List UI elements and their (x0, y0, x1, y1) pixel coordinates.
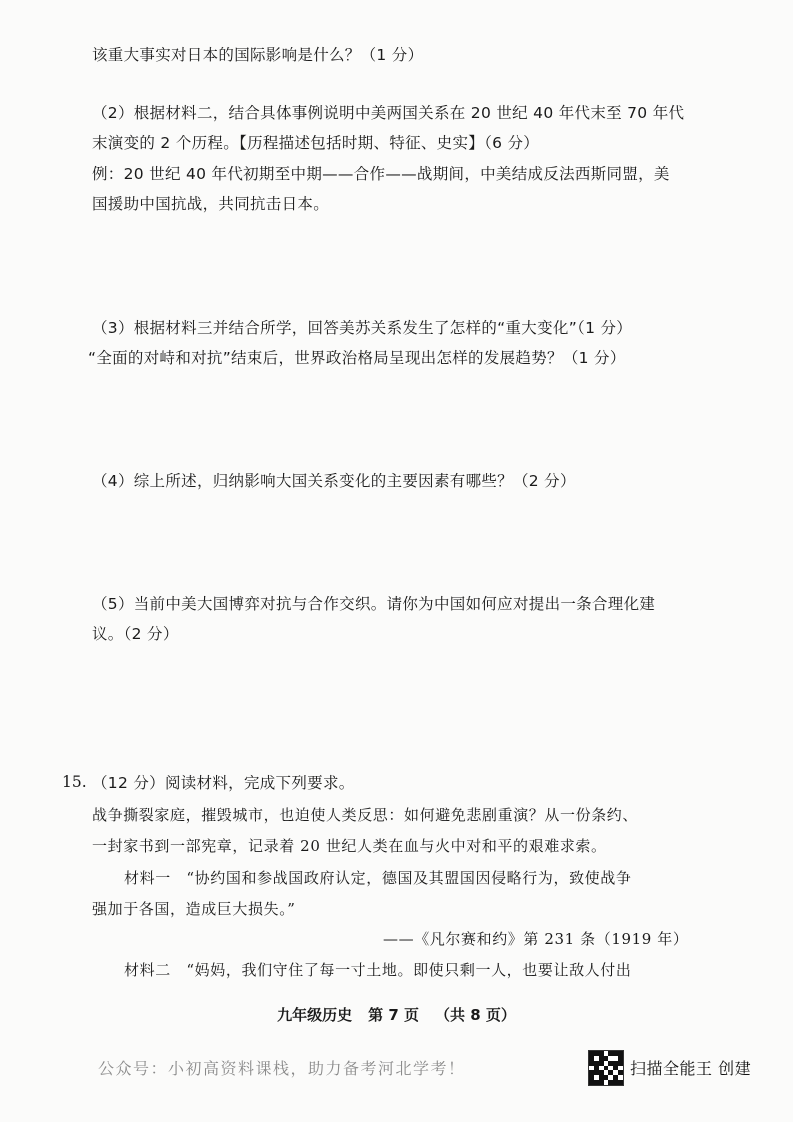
q15-heading: （12 分）阅读材料，完成下列要求。 (92, 774, 355, 792)
q5-text-line-2: 议。（2 分） (92, 625, 179, 643)
footer-page: 第 7 页 (368, 1006, 419, 1024)
footer-subject: 九年级历史 (277, 1006, 353, 1024)
footer-total: （共 8 页） (435, 1006, 516, 1024)
q5-text-line-1: （5）当前中美大国博弈对抗与合作交织。请你为中国如何应对提出一条合理化建 (92, 595, 656, 613)
q1-tail-text: 该重大事实对日本的国际影响是什么？（1 分） (92, 46, 424, 64)
q3-text-line-1: （3）根据材料三并结合所学，回答美苏关系发生了怎样的“重大变化”（1 分） (92, 319, 633, 337)
q2-text-line-1: （2）根据材料二，结合具体事例说明中美两国关系在 20 世纪 40 年代末至 70 年代 (92, 104, 685, 122)
material-1-source: ——《凡尔赛和约》第 231 条（1919 年） (383, 930, 689, 948)
q15-intro-line-1: 战争撕裂家庭，摧毁城市，也迫使人类反思：如何避免悲剧重演？从一份条约、 (92, 806, 639, 824)
q15-intro-line-2: 一封家书到一部宪章，记录着 20 世纪人类在血与火中对和平的艰难求索。 (92, 837, 607, 855)
watermark-text: 公众号：小初高资料课栈，助力备考河北学考！ (98, 1059, 466, 1078)
q4-text: （4）综上所述，归纳影响大国关系变化的主要因素有哪些？（2 分） (92, 472, 576, 490)
q2-example-line-1: 例：20 世纪 40 年代初期至中期——合作——战期间，中美结成反法西斯同盟，美 (92, 165, 670, 183)
material-1-line-1: 材料一 “协约国和参战国政府认定，德国及其盟国因侵略行为，致使战争 (124, 869, 632, 887)
scanner-brand-label: 扫描全能王 创建 (630, 1059, 752, 1078)
qr-code-icon (588, 1050, 624, 1086)
q2-example-line-2: 国援助中国抗战，共同抗击日本。 (92, 195, 330, 213)
material-1-line-2: 强加于各国，造成巨大损失。” (92, 900, 296, 918)
page-footer (0, 1004, 793, 1025)
q3-text-line-2: “全面的对峙和对抗”结束后，世界政治格局呈现出怎样的发展趋势？（1 分） (88, 349, 626, 367)
q15-number: 15. (62, 773, 87, 791)
q2-text-line-2: 末演变的 2 个历程。【历程描述包括时期、特征、史实】（6 分） (92, 134, 540, 152)
material-2-line-1: 材料二 “妈妈，我们守住了每一寸土地。即使只剩一人，也要让敌人付出 (124, 961, 632, 979)
